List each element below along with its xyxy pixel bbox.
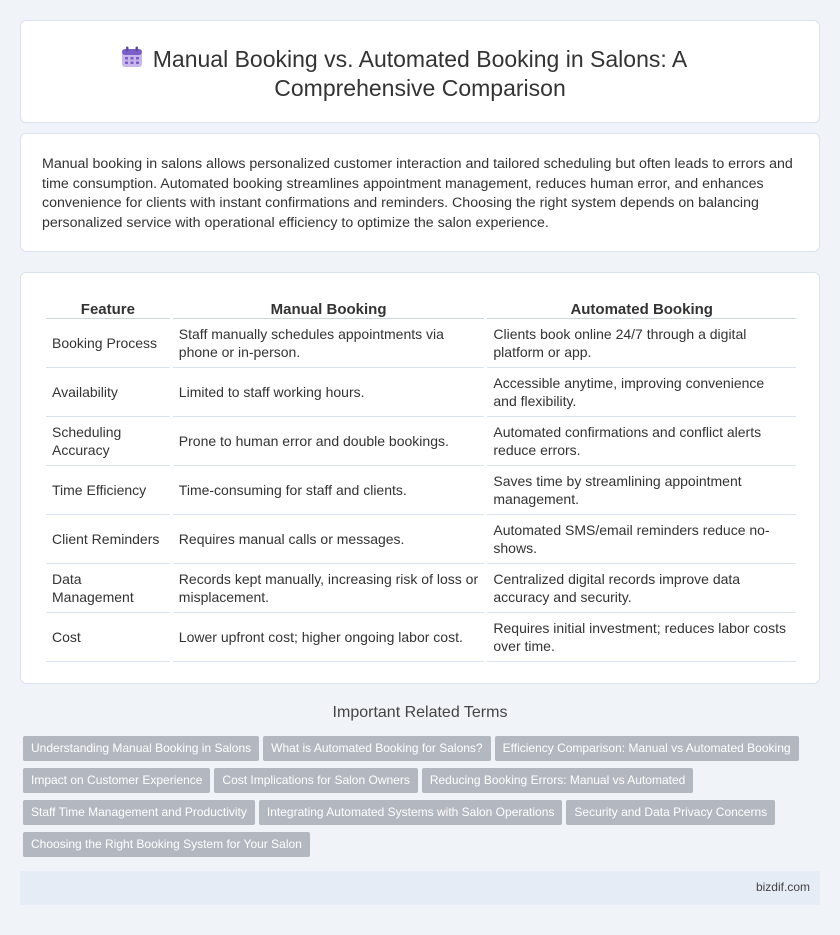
feature-cell: Scheduling Accuracy	[46, 417, 170, 466]
comparison-table-card	[20, 272, 820, 684]
automated-cell: Accessible anytime, improving convenience and flexibility.	[487, 368, 796, 417]
manual-cell: Limited to staff working hours.	[173, 368, 485, 417]
related-term-tag[interactable]: Integrating Automated Systems with Salon Operations	[259, 800, 563, 825]
page-title: Manual Booking vs. Automated Booking in Salons: A Comprehensive Comparison	[152, 46, 688, 101]
related-term-tag[interactable]: What is Automated Booking for Salons?	[263, 736, 490, 761]
header-feature: Feature	[46, 297, 170, 319]
feature-cell: Data Management	[46, 564, 170, 613]
comparison-table	[43, 297, 799, 662]
related-term-tag[interactable]: Impact on Customer Experience	[23, 768, 210, 793]
feature-cell: Time Efficiency	[46, 466, 170, 515]
table-row	[46, 368, 796, 417]
related-term-tag[interactable]: Understanding Manual Booking in Salons	[23, 736, 259, 761]
footer-site-link[interactable]: bizdif.com	[755, 880, 810, 894]
intro-paragraph: Manual booking in salons allows personalized customer interaction and tailored scheduling but often leads to errors and time consumption. Automated booking streamlines appointment management, reduces human error, and enhances convenience for clients with instant confirmations and reminders. Choosing the right system depends on balancing personalized service with operational efficiency to optimize the salon experience.	[42, 156, 793, 231]
table-row	[46, 564, 796, 613]
automated-cell: Automated SMS/email reminders reduce no-shows.	[487, 515, 796, 564]
feature-cell: Availability	[46, 368, 170, 417]
footer	[20, 871, 820, 905]
related-term-tag[interactable]: Reducing Booking Errors: Manual vs Automated	[422, 768, 693, 793]
related-term-tag[interactable]: Cost Implications for Salon Owners	[214, 768, 417, 793]
automated-cell: Saves time by streamlining appointment management.	[487, 466, 796, 515]
intro-card	[20, 133, 820, 252]
related-term-tag[interactable]: Efficiency Comparison: Manual vs Automated Booking	[495, 736, 799, 761]
table-row	[46, 515, 796, 564]
table-row	[46, 466, 796, 515]
related-terms-heading: Important Related Terms	[332, 704, 508, 721]
related-term-tag[interactable]: Security and Data Privacy Concerns	[566, 800, 775, 825]
manual-cell: Lower upfront cost; higher ongoing labor cost.	[173, 613, 485, 662]
automated-cell: Requires initial investment; reduces labor costs over time.	[487, 613, 796, 662]
feature-cell: Client Reminders	[46, 515, 170, 564]
table-row	[46, 613, 796, 662]
feature-cell: Booking Process	[46, 319, 170, 368]
automated-cell: Clients book online 24/7 through a digital platform or app.	[487, 319, 796, 368]
automated-cell: Centralized digital records improve data accuracy and security.	[487, 564, 796, 613]
table-row	[46, 417, 796, 466]
manual-cell: Prone to human error and double bookings.	[173, 417, 485, 466]
feature-cell: Cost	[46, 613, 170, 662]
table-row	[46, 319, 796, 368]
title-card	[20, 20, 820, 123]
header-manual-booking: Manual Booking	[173, 297, 485, 319]
manual-cell: Staff manually schedules appointments via phone or in-person.	[173, 319, 485, 368]
manual-cell: Requires manual calls or messages.	[173, 515, 485, 564]
automated-cell: Automated confirmations and conflict alerts reduce errors.	[487, 417, 796, 466]
related-term-tag[interactable]: Staff Time Management and Productivity	[23, 800, 255, 825]
related-terms-list	[23, 736, 813, 864]
related-term-tag[interactable]: Choosing the Right Booking System for Your Salon	[23, 832, 310, 857]
header-automated-booking: Automated Booking	[487, 297, 796, 319]
table-header-row	[46, 297, 796, 319]
manual-cell: Records kept manually, increasing risk of loss or misplacement.	[173, 564, 485, 613]
manual-cell: Time-consuming for staff and clients.	[173, 466, 485, 515]
